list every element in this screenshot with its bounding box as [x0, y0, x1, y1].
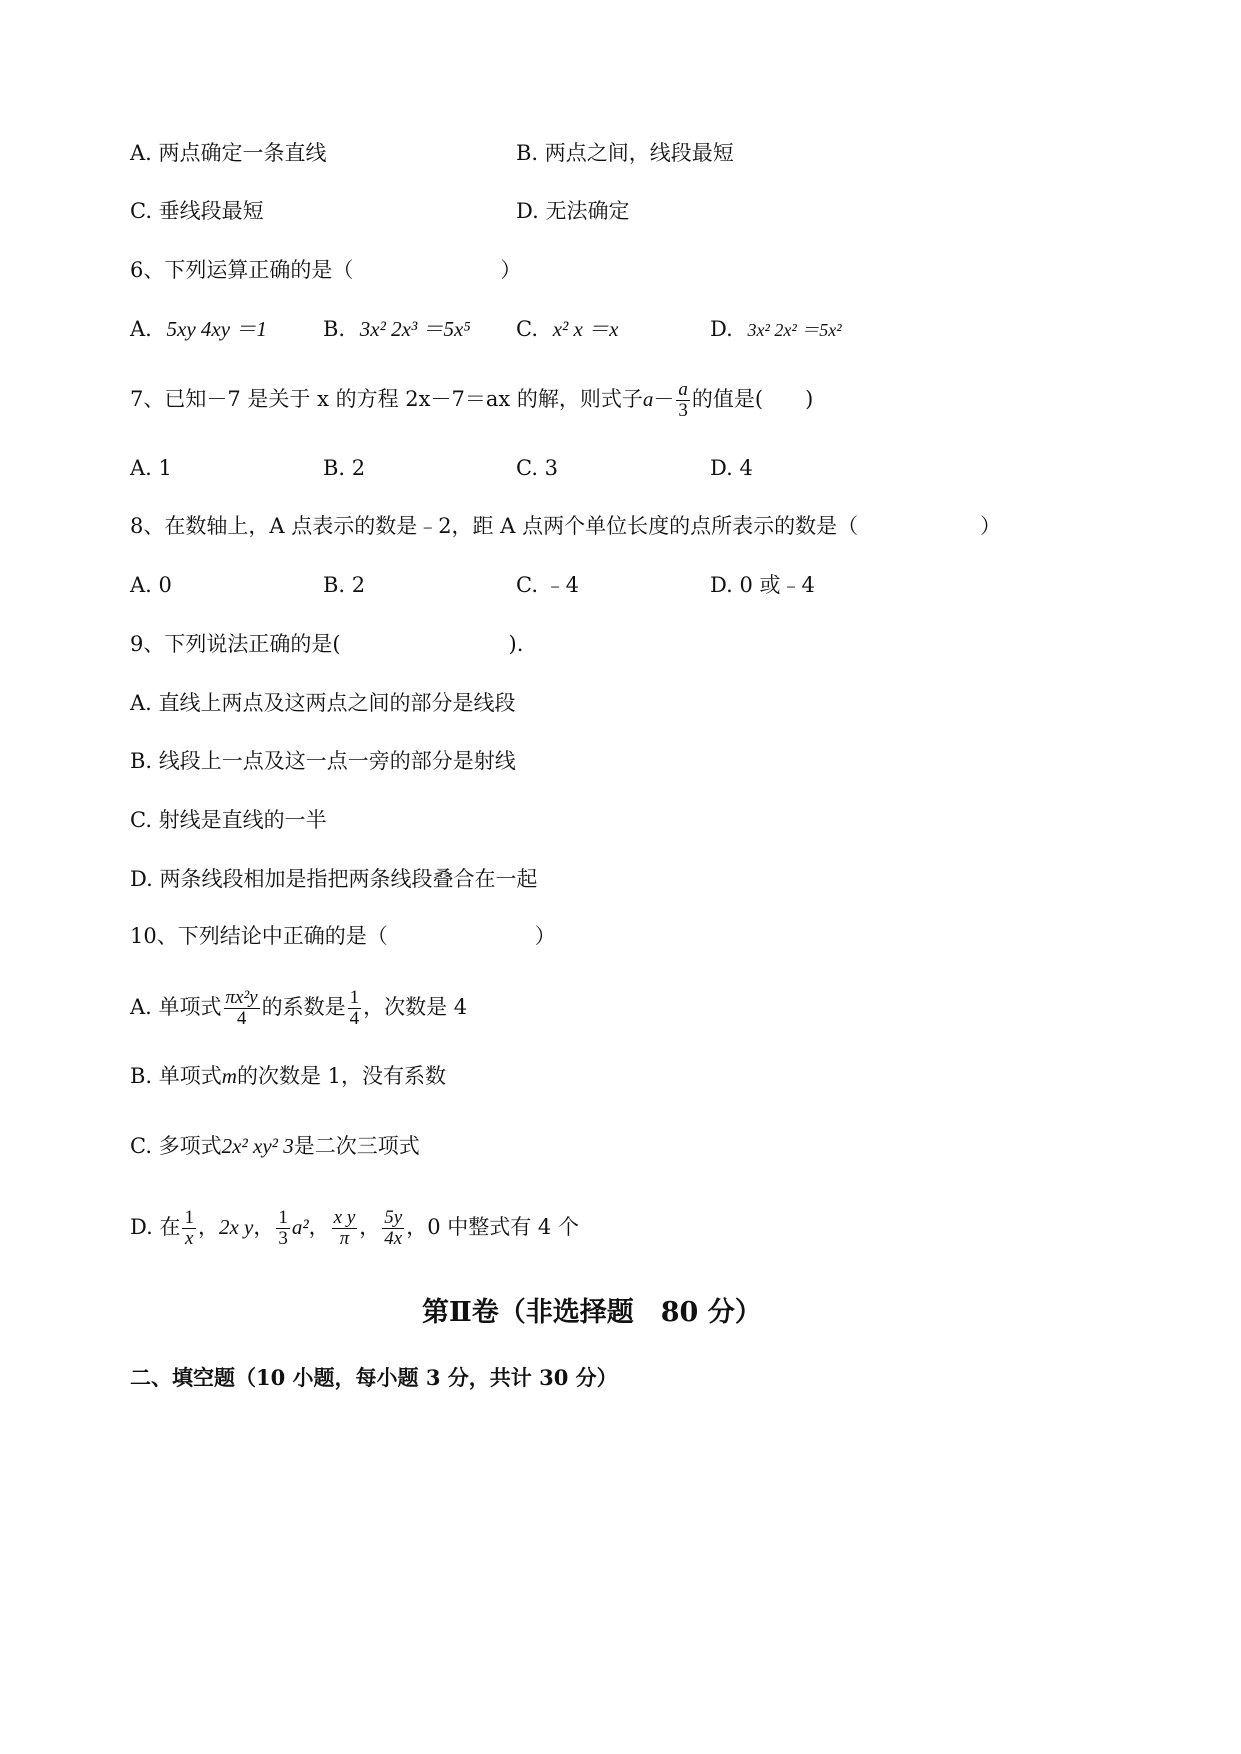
q5-option-b: B. 两点之间，线段最短: [516, 141, 734, 165]
q7-stem-post: 的值是( ): [691, 387, 814, 411]
q10-option-d-pre: D. 在: [130, 1215, 181, 1239]
q10-d-expr-2: 2x y: [218, 1215, 254, 1239]
q8-option-c: C. ﹣4: [516, 573, 580, 597]
q7-minus: －: [653, 387, 675, 411]
q10-d-fraction-1: [182, 1208, 196, 1249]
q10-a-coefficient-numerator: 1: [349, 987, 360, 1008]
q9-option-d: D. 两条线段相加是指把两条线段叠合在一起: [130, 867, 538, 891]
q7-stem: [130, 380, 813, 421]
q10-a-monomial-fraction: [224, 988, 260, 1029]
q6-option-b-expr: 3x² 2x³ ＝5x⁵: [359, 317, 471, 341]
q10-option-d: [130, 1204, 579, 1250]
q10-option-a: [130, 984, 467, 1030]
q6-stem: 6、下列运算正确的是（ ）: [130, 258, 522, 282]
q8-option-a: A. 0: [130, 573, 172, 597]
q10-d-separator-3: ，: [308, 1215, 330, 1239]
q5-option-d: D. 无法确定: [516, 199, 630, 223]
q10-d-fraction-5-numerator: 5y: [384, 1207, 403, 1228]
q8-option-b: B. 2: [323, 573, 366, 597]
q6-option-d: [710, 315, 842, 344]
q6-option-c-label: C.: [516, 317, 538, 341]
q6-option-a: [130, 315, 267, 343]
q6-option-b: [323, 315, 471, 343]
q5-option-a: A. 两点确定一条直线: [130, 141, 327, 165]
q7-stem-pre: 7、已知－7 是关于 x 的方程 2x－7＝ax 的解，则式子: [130, 387, 643, 411]
q9-option-a: A. 直线上两点及这两点之间的部分是线段: [130, 691, 516, 715]
q10-stem: 10、下列结论中正确的是（ ）: [130, 924, 556, 948]
q6-option-d-expr: 3x² 2x² ＝5x²: [747, 320, 842, 340]
q6-option-b-label: B.: [323, 317, 346, 341]
q10-option-b-pre: B. 单项式: [130, 1064, 222, 1088]
q10-option-b-var: m: [221, 1064, 237, 1088]
q10-d-fraction-1-numerator: 1: [184, 1207, 194, 1228]
q6-option-c: [516, 315, 618, 343]
q10-d-fraction-4-numerator: x y: [333, 1207, 356, 1228]
q10-option-c-expr: 2x² xy² 3: [221, 1134, 294, 1158]
q7-fraction-denominator: 3: [678, 400, 688, 421]
q10-option-a-post: ，次数是 4: [363, 995, 468, 1019]
q10-d-fraction-3: [276, 1208, 290, 1249]
q10-option-b-post: 的次数是 1，没有系数: [236, 1064, 447, 1088]
q10-a-coefficient-denominator: 4: [349, 1008, 360, 1029]
q10-d-separator-4: ，: [359, 1215, 381, 1239]
q10-d-fraction-4-denominator: π: [339, 1228, 350, 1249]
q10-option-d-post: ，0 中整式有 4 个: [406, 1215, 579, 1239]
q6-option-d-label: D.: [710, 317, 733, 341]
q10-d-separator-2: ，: [253, 1215, 275, 1239]
section-2-subtitle: 二、填空题（10 小题，每小题 3 分，共计 30 分）: [130, 1365, 618, 1390]
q8-option-d: D. 0 或﹣4: [710, 573, 815, 597]
q7-option-d: D. 4: [710, 456, 753, 480]
q10-d-expr-3: a²: [291, 1215, 309, 1239]
q7-option-b: B. 2: [323, 456, 366, 480]
q7-fraction-numerator: a: [678, 379, 688, 400]
q10-a-monomial-denominator: 4: [236, 1008, 247, 1029]
q9-option-c: C. 射线是直线的一半: [130, 808, 327, 832]
q10-d-fraction-5-denominator: 4x: [384, 1228, 403, 1249]
q9-option-b: B. 线段上一点及这一点一旁的部分是射线: [130, 749, 516, 773]
q9-stem: 9、下列说法正确的是( ).: [130, 632, 524, 656]
q6-option-c-expr: x² x ＝x: [552, 317, 619, 341]
q10-option-a-mid: 的系数是: [261, 995, 346, 1019]
q10-option-c: [130, 1132, 420, 1160]
q10-d-fraction-1-denominator: x: [184, 1228, 194, 1249]
q6-option-a-expr: 5xy 4xy ＝1: [166, 317, 267, 341]
q7-fraction: [676, 380, 690, 421]
q6-option-a-label: A.: [130, 317, 152, 341]
section-2-title: 第Ⅱ卷（非选择题 80 分）: [422, 1297, 762, 1328]
q10-option-a-pre: A. 单项式: [130, 995, 222, 1019]
q10-a-monomial-numerator: πx²y: [225, 987, 258, 1008]
q10-option-c-pre: C. 多项式: [130, 1134, 222, 1158]
q7-option-a: A. 1: [130, 456, 172, 480]
q10-option-b: [130, 1062, 446, 1090]
q8-stem: 8、在数轴上，A 点表示的数是﹣2，距 A 点两个单位长度的点所表示的数是（: [130, 514, 859, 538]
q10-a-coefficient-fraction: [348, 988, 362, 1029]
q5-option-c: C. 垂线段最短: [130, 199, 264, 223]
q8-stem-close: ）: [980, 514, 1001, 538]
q7-option-c: C. 3: [516, 456, 559, 480]
q10-d-fraction-3-denominator: 3: [278, 1228, 288, 1249]
q10-d-fraction-4: [332, 1208, 358, 1249]
q10-d-fraction-5: [382, 1208, 404, 1249]
q7-expr-a: a: [642, 387, 654, 411]
q10-option-c-post: 是二次三项式: [293, 1134, 420, 1158]
q10-d-fraction-3-numerator: 1: [278, 1207, 288, 1228]
q10-d-separator-1: ，: [197, 1215, 219, 1239]
